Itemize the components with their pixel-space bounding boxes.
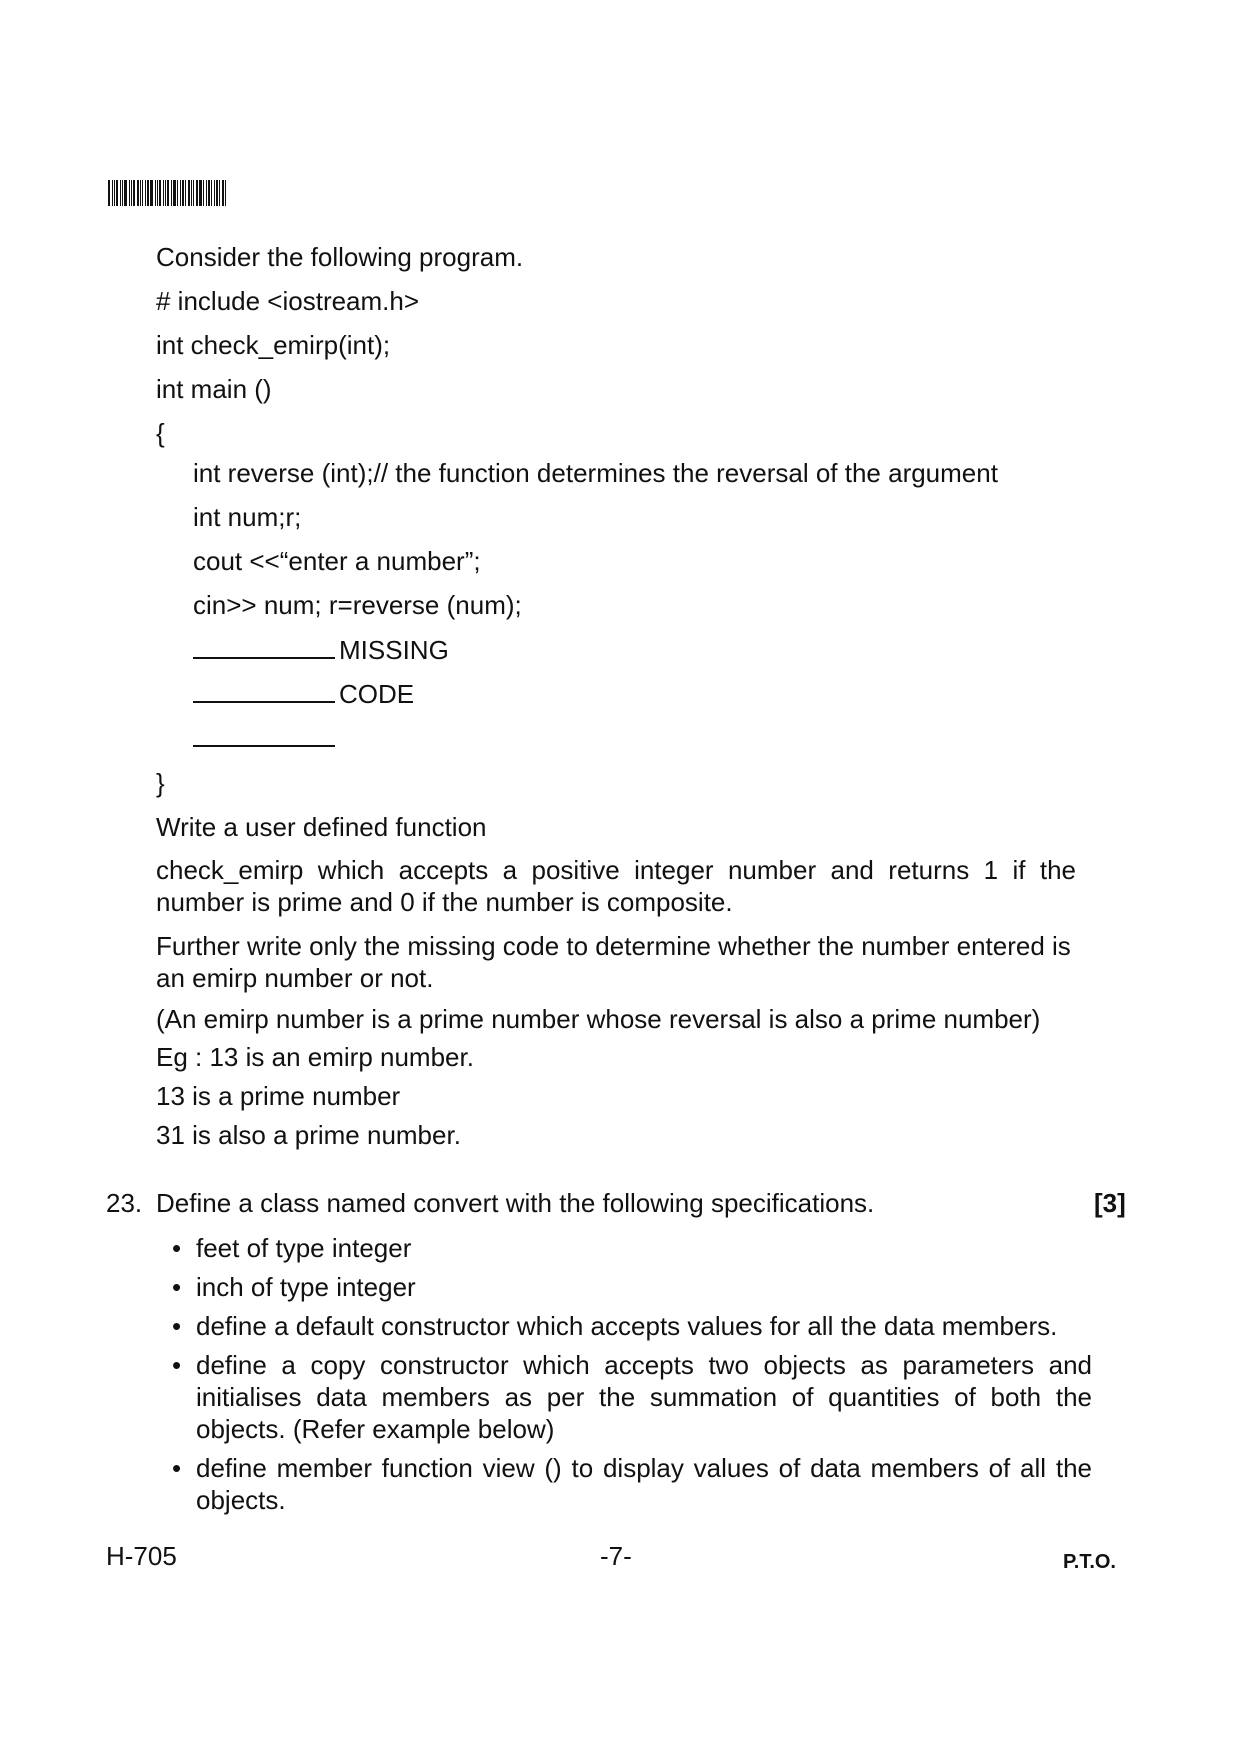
- barcode-bar: [191, 180, 192, 206]
- barcode-bar: [222, 180, 224, 206]
- question-marks: [3]: [1094, 1188, 1126, 1218]
- barcode-bar: [157, 180, 158, 206]
- barcode-bar: [177, 180, 178, 206]
- example-line-3: 31 is also a prime number.: [156, 1120, 461, 1150]
- barcode-bar: [116, 180, 118, 206]
- barcode-bar: [108, 180, 110, 206]
- barcode-bar: [145, 180, 146, 206]
- barcode-bar: [124, 180, 127, 206]
- list-item: [172, 1271, 1092, 1303]
- blank-underline: [193, 677, 335, 703]
- barcode-graphic: [108, 180, 248, 206]
- blank-underline: [193, 633, 335, 659]
- task-detail: check_emirp which accepts a positive integer number and returns 1 if the number is prime and 0 if the number is composite.: [156, 855, 1076, 917]
- bullet-icon: •: [172, 1453, 182, 1483]
- barcode-bar: [196, 180, 198, 206]
- barcode-bar: [163, 180, 164, 206]
- barcode-bar: [225, 180, 226, 206]
- list-item: [172, 1349, 1092, 1445]
- question-number: 23.: [106, 1188, 143, 1218]
- bullet-icon: •: [172, 1272, 182, 1302]
- list-item-text: define member function view () to display values of data members of all the objects.: [196, 1453, 1092, 1515]
- barcode-bar: [171, 180, 172, 206]
- footer-paper-code: H-705: [106, 1541, 177, 1571]
- question-text: Define a class named convert with the following specifications.: [156, 1188, 875, 1218]
- code-line-close-brace: }: [156, 768, 165, 798]
- list-item-text: feet of type integer: [196, 1233, 412, 1263]
- barcode-bar: [131, 180, 132, 206]
- list-item: [172, 1232, 1092, 1264]
- barcode-bar: [188, 180, 190, 206]
- code-line-vars: int num;r;: [193, 502, 302, 532]
- missing-label: MISSING: [339, 635, 449, 665]
- example-line-2: 13 is a prime number: [156, 1081, 401, 1111]
- barcode-bar: [129, 180, 130, 206]
- barcode-bar: [199, 180, 202, 206]
- barcode-bar: [114, 180, 115, 206]
- barcode-bar: [214, 180, 215, 206]
- further-instruction: Further write only the missing code to determine whether the number entered is an emirp number or not.: [156, 931, 1071, 993]
- barcode-bar: [122, 180, 123, 206]
- barcode-bar: [155, 180, 156, 206]
- barcode-bar: [216, 180, 218, 206]
- barcode-bar: [140, 180, 141, 206]
- bullet-icon: •: [172, 1233, 182, 1263]
- footer-pto: P.T.O.: [1063, 1551, 1116, 1573]
- barcode-bar: [120, 180, 121, 206]
- blank-underline: [193, 721, 335, 747]
- barcode-bar: [165, 180, 166, 206]
- barcode-bar: [137, 180, 139, 206]
- bullet-icon: •: [172, 1350, 182, 1380]
- code-line-open-brace: {: [156, 418, 165, 448]
- barcode-bar: [193, 180, 194, 206]
- code-line-reverse-decl: int reverse (int);// the function determines the reversal of the argument: [193, 458, 998, 488]
- list-item: [172, 1452, 1092, 1516]
- code-line-prototype: int check_emirp(int);: [156, 330, 391, 360]
- barcode-bar: [147, 180, 149, 206]
- barcode-bar: [180, 180, 181, 206]
- barcode-bar: [203, 180, 204, 206]
- code-line-cin: cin>> num; r=reverse (num);: [193, 590, 522, 620]
- barcode-bar: [211, 180, 212, 206]
- barcode-bar: [185, 180, 186, 206]
- barcode-bar: [133, 180, 135, 206]
- barcode-bar: [150, 180, 153, 206]
- barcode-bar: [182, 180, 184, 206]
- code-line-include: # include <iostream.h>: [156, 286, 420, 316]
- barcode-bar: [219, 180, 220, 206]
- barcode-bar: [112, 180, 113, 206]
- barcode-bar: [208, 180, 210, 206]
- missing-line-2: [193, 677, 414, 710]
- list-item-text: define a copy constructor which accepts two objects as parameters and initialises data members as per the summation of quantities of both the objects. (Refer example below): [196, 1350, 1092, 1444]
- barcode-bar: [206, 180, 207, 206]
- specification-list: [172, 1232, 1092, 1523]
- list-item-text: inch of type integer: [196, 1272, 416, 1302]
- missing-line-3: [193, 721, 339, 754]
- list-item-text: define a default constructor which accepts values for all the data members.: [196, 1311, 1058, 1341]
- missing-line-1: [193, 633, 449, 666]
- list-item: [172, 1310, 1092, 1342]
- emirp-definition: (An emirp number is a prime number whose reversal is also a prime number): [156, 1004, 1041, 1034]
- bullet-icon: •: [172, 1311, 182, 1341]
- task-heading: Write a user defined function: [156, 812, 487, 842]
- example-line-1: Eg : 13 is an emirp number.: [156, 1042, 474, 1072]
- footer-page-number: -7-: [600, 1541, 632, 1571]
- barcode-bar: [159, 180, 161, 206]
- barcode-bar: [173, 180, 176, 206]
- barcode-bar: [167, 180, 169, 206]
- code-line-main: int main (): [156, 374, 272, 404]
- barcode-bar: [142, 180, 143, 206]
- code-label: CODE: [339, 679, 415, 709]
- code-line-cout: cout <<“enter a number”;: [193, 546, 481, 576]
- intro-lead: Consider the following program.: [156, 242, 524, 272]
